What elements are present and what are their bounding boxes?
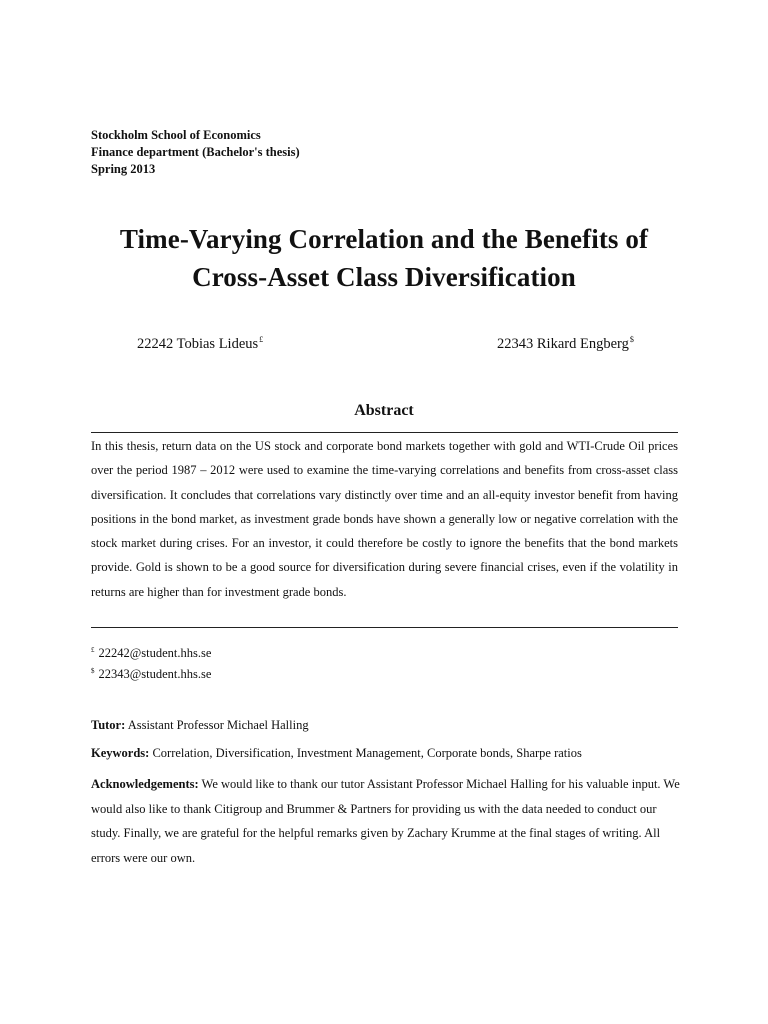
acknowledgements-label: Acknowledgements:	[91, 777, 199, 791]
tutor-line	[91, 718, 681, 733]
tutor-text: Assistant Professor Michael Halling	[127, 718, 309, 732]
abstract-text: In this thesis, return data on the US stock and corporate bond markets together with gold and WTI-Crude Oil prices over the period 1987 – 2012 were used to examine the time-varying correlations and benefits from cross-asset class diversification. It concludes that correlations vary distinctly over time and an all-equity investor benefit from having positions in the bond market, as investment grade bonds have shown a generally low or negative correlation with the stock market during crises. For an investor, it could therefore be costly to ignore the benefits that the bond markets provide. Gold is shown to be a good source for diversification during severe financial crises, even if the volatility in returns are higher than for investment grade bonds.	[91, 439, 678, 599]
author-1-footnote-mark: £	[259, 335, 264, 344]
keywords-label: Keywords:	[91, 746, 150, 760]
footnote-2	[91, 662, 211, 683]
author-2	[497, 335, 634, 353]
thesis-title	[0, 220, 768, 296]
footnote-2-email: 22343@student.hhs.se	[98, 667, 212, 681]
keywords-text: Correlation, Diversification, Investment Management, Corporate bonds, Sharpe ratios	[152, 746, 582, 760]
term: Spring 2013	[91, 162, 156, 176]
title-line-2: Cross-Asset Class Diversification	[192, 262, 576, 292]
author-1	[137, 335, 263, 353]
keywords-line	[91, 746, 681, 761]
author-2-name: 22343 Rikard Engberg	[497, 336, 629, 352]
tutor-label: Tutor:	[91, 718, 126, 732]
acknowledgements-paragraph	[91, 772, 681, 870]
footnote-1	[91, 641, 211, 662]
abstract-heading: Abstract	[354, 402, 414, 419]
thesis-header	[91, 127, 300, 178]
school-name: Stockholm School of Economics	[91, 128, 261, 142]
title-line-1: Time-Varying Correlation and the Benefits of	[119, 224, 649, 254]
abstract-bottom-rule	[91, 627, 678, 628]
footnotes	[91, 641, 211, 683]
abstract-top-rule	[91, 432, 678, 433]
footnote-1-mark: £	[91, 646, 95, 654]
acknowledgements-text: We would like to thank our tutor Assistant Professor Michael Halling for his valuable input. We would also like to thank Citigroup and Brummer & Partners for providing us with the data needed to conduct our study. Finally, we are grateful for the helpful remarks given by Zachary Krumme at the final stages of writing. All errors were our own.	[91, 777, 680, 865]
department-name: Finance department (Bachelor's thesis)	[91, 145, 300, 159]
footnote-2-mark: $	[91, 667, 95, 675]
author-2-footnote-mark: $	[629, 335, 634, 344]
author-1-name: 22242 Tobias Lideus	[137, 336, 259, 352]
footnote-1-email: 22242@student.hhs.se	[98, 646, 212, 660]
